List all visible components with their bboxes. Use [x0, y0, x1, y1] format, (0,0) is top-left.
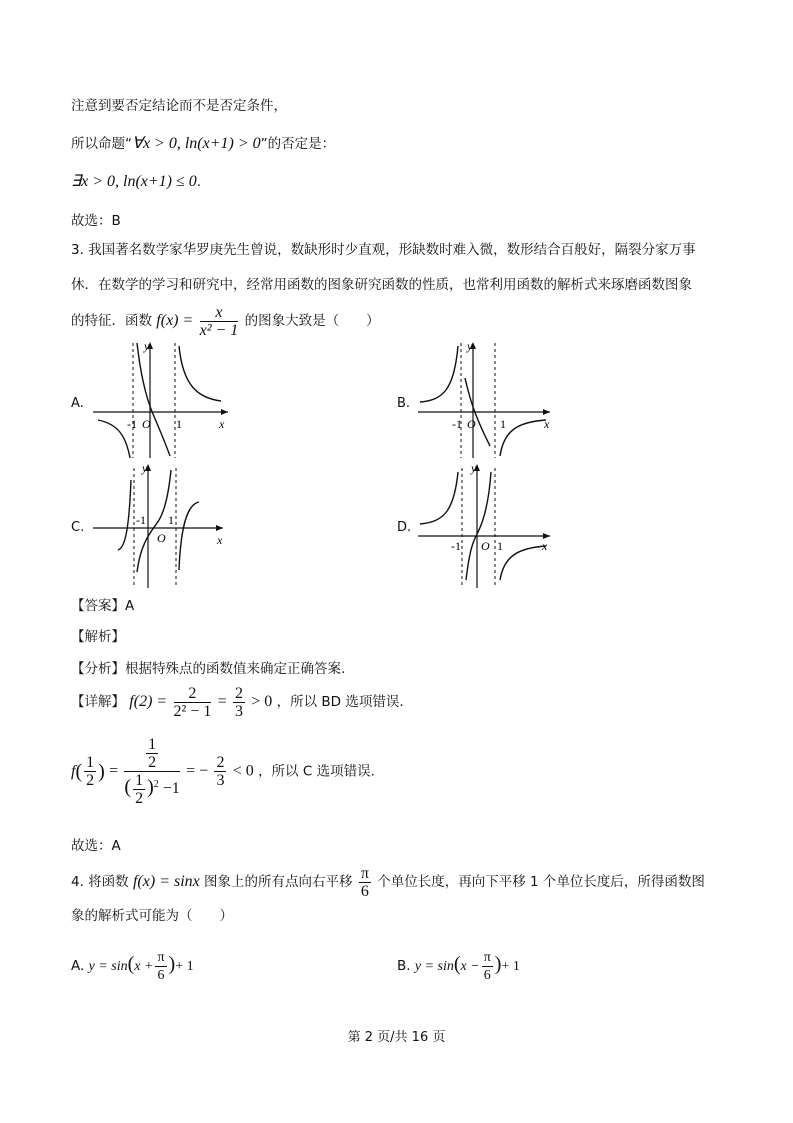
- denominator: 2² − 1: [173, 702, 212, 720]
- tick-label: 1: [168, 513, 174, 527]
- question-stem: 3. 我国著名数学家华罗庚先生曾说，数缺形时少直观，形缺数时难入微，数形结合百般好，隔裂分家万事: [71, 242, 696, 258]
- numerator: 1: [86, 754, 95, 771]
- x-axis-label: x: [219, 417, 225, 431]
- math-expression: x −: [460, 959, 480, 974]
- text-fragment: 图象上的所有点向右平移: [204, 874, 353, 890]
- numerator: 2: [174, 685, 212, 703]
- inner-fraction: [146, 736, 158, 771]
- y-axis-label: y: [144, 339, 150, 353]
- origin-label: O: [467, 417, 476, 431]
- detail-tag: 【详解】: [71, 694, 125, 710]
- answer-tag: 【答案】: [71, 598, 125, 614]
- inner-fraction: [133, 772, 145, 807]
- x-axis-label: x: [544, 417, 550, 431]
- denominator: ( $\frac{1}{2}$ )$^2$ −1: [124, 772, 180, 807]
- denominator: 6: [360, 882, 369, 900]
- text-fragment: 4. 将函数: [71, 874, 129, 890]
- math-operator: > 0: [251, 693, 273, 710]
- text-fragment: 的图象大致是（ ）: [244, 313, 380, 329]
- text-fragment: .: [196, 174, 202, 190]
- page-footer: 第 2 页/共 16 页: [347, 1030, 446, 1045]
- graph-option-b: [418, 338, 568, 458]
- math-expression: f: [71, 762, 76, 780]
- detail-line-2: f( $\frac{1}{2}$ ) = $\frac{1}{2}$ ( $\frac{1}{2}$ )$^2$ −1 = − $\frac{2}{3}$ < 0 ，所以 C 选项错误.: [71, 736, 375, 807]
- tick-label: 1: [176, 417, 182, 431]
- answer-section: [71, 596, 134, 616]
- final-answer: 故选：A: [71, 838, 121, 854]
- math-operator: =: [109, 762, 119, 780]
- numerator: π: [483, 949, 491, 965]
- tick-label: -1: [136, 513, 146, 527]
- graph-option-c: [93, 460, 243, 588]
- text-fragment: 的特征．函数: [71, 313, 152, 329]
- option-label: C.: [71, 520, 85, 535]
- math-expression: + 1: [175, 959, 194, 974]
- exponent: 2: [153, 778, 159, 790]
- fraction: [174, 685, 212, 720]
- denominator: 2: [148, 754, 157, 771]
- math-expression: f(x) = sinx: [132, 873, 200, 890]
- numerator: 2: [234, 684, 243, 702]
- numerator: x: [200, 304, 239, 322]
- math-operator: =: [217, 693, 227, 710]
- math-expression: ∃x > 0, ln(x+1) ≤ 0: [71, 173, 197, 190]
- tick-label: -1: [451, 539, 461, 553]
- option-label: B.: [397, 958, 411, 974]
- option-label: B.: [397, 396, 411, 411]
- numerator: 1: [148, 736, 157, 753]
- question-stem: 象的解析式可能为（ ）: [71, 908, 233, 924]
- question-stem: [71, 303, 380, 339]
- question-stem: 休．在数学的学习和研究中，经常用函数的图象研究函数的性质，也常利用函数的解析式来琢磨函数图象: [71, 277, 692, 293]
- x-axis-label: x: [217, 533, 223, 547]
- answer-line: 故选：B: [71, 213, 121, 229]
- math-expression: f(2) =: [129, 693, 168, 710]
- numerator: π: [360, 864, 369, 882]
- math-expression: y = sin: [88, 959, 128, 974]
- text-fragment: ，所以 C 选项错误.: [258, 763, 375, 780]
- fenxi-tag: 【分析】: [71, 661, 125, 677]
- math-expression: + 1: [501, 959, 520, 974]
- math-expression: y = sin: [414, 959, 454, 974]
- x-axis-label: x: [542, 539, 548, 553]
- text-line: [71, 172, 201, 192]
- y-axis-label: y: [142, 461, 148, 475]
- fraction: [482, 949, 493, 984]
- denominator: 3: [234, 702, 243, 720]
- fraction: [233, 685, 245, 720]
- math-operator: < 0: [232, 762, 254, 780]
- denominator: 2: [135, 790, 144, 807]
- numerator: 2: [216, 754, 225, 771]
- denominator: 6: [483, 967, 491, 983]
- text-line: 注意到要否定结论而不是否定条件，: [71, 98, 287, 114]
- math-expression: ∀x > 0, ln(x+1) > 0: [132, 135, 261, 152]
- option-a: A. y = sin(x + $\frac{\pi}{6}$ )+ 1: [71, 949, 194, 983]
- text-line: [71, 134, 335, 154]
- math-operator: −1: [162, 780, 180, 798]
- tick-label: 1: [500, 417, 506, 431]
- option-label: D.: [397, 520, 412, 535]
- graph-option-d: [418, 460, 568, 588]
- function-fraction: [200, 304, 239, 339]
- origin-label: O: [157, 531, 166, 545]
- option-label: A.: [71, 958, 85, 974]
- text-fragment: ，所以 BD 选项错误.: [276, 694, 404, 710]
- text-fragment: 个单位长度，再向下平移 1 个单位长度后，所得函数图: [377, 874, 705, 890]
- y-axis-label: y: [471, 461, 477, 475]
- math-expression: x +: [134, 959, 154, 974]
- math-operator: = −: [186, 762, 209, 780]
- fraction: [155, 949, 166, 984]
- denominator: 2: [86, 772, 95, 789]
- denominator: x² − 1: [199, 321, 239, 339]
- fraction: [359, 865, 371, 900]
- numerator: 1: [135, 772, 144, 789]
- text-fragment: ”的否定是：: [260, 136, 336, 152]
- y-axis-label: y: [467, 339, 473, 353]
- fenxi-text: 根据特殊点的函数值来确定正确答案.: [125, 661, 346, 677]
- fraction: [84, 754, 96, 789]
- numerator: π: [157, 949, 165, 965]
- origin-label: O: [142, 417, 151, 431]
- denominator: 3: [216, 772, 225, 789]
- option-b: B. y = sin(x − $\frac{\pi}{6}$ )+ 1: [397, 949, 520, 983]
- fraction: [214, 754, 226, 789]
- denominator: 6: [157, 967, 165, 983]
- option-label: A.: [71, 396, 84, 411]
- text-fragment: 所以命题“: [71, 136, 132, 152]
- analysis-tag: 【解析】: [71, 629, 125, 645]
- graph-option-a: [93, 338, 253, 458]
- analysis-line: [71, 659, 345, 679]
- tick-label: 1: [497, 539, 503, 553]
- detail-line-1: [71, 684, 404, 720]
- question-stem: [71, 864, 705, 900]
- tick-label: -1: [452, 417, 462, 431]
- function-lhs: f(x) =: [156, 312, 194, 329]
- tick-label: -1: [127, 417, 137, 431]
- origin-label: O: [481, 539, 490, 553]
- answer-value: A: [125, 598, 135, 614]
- compound-fraction: [124, 736, 179, 807]
- numerator: [124, 736, 179, 772]
